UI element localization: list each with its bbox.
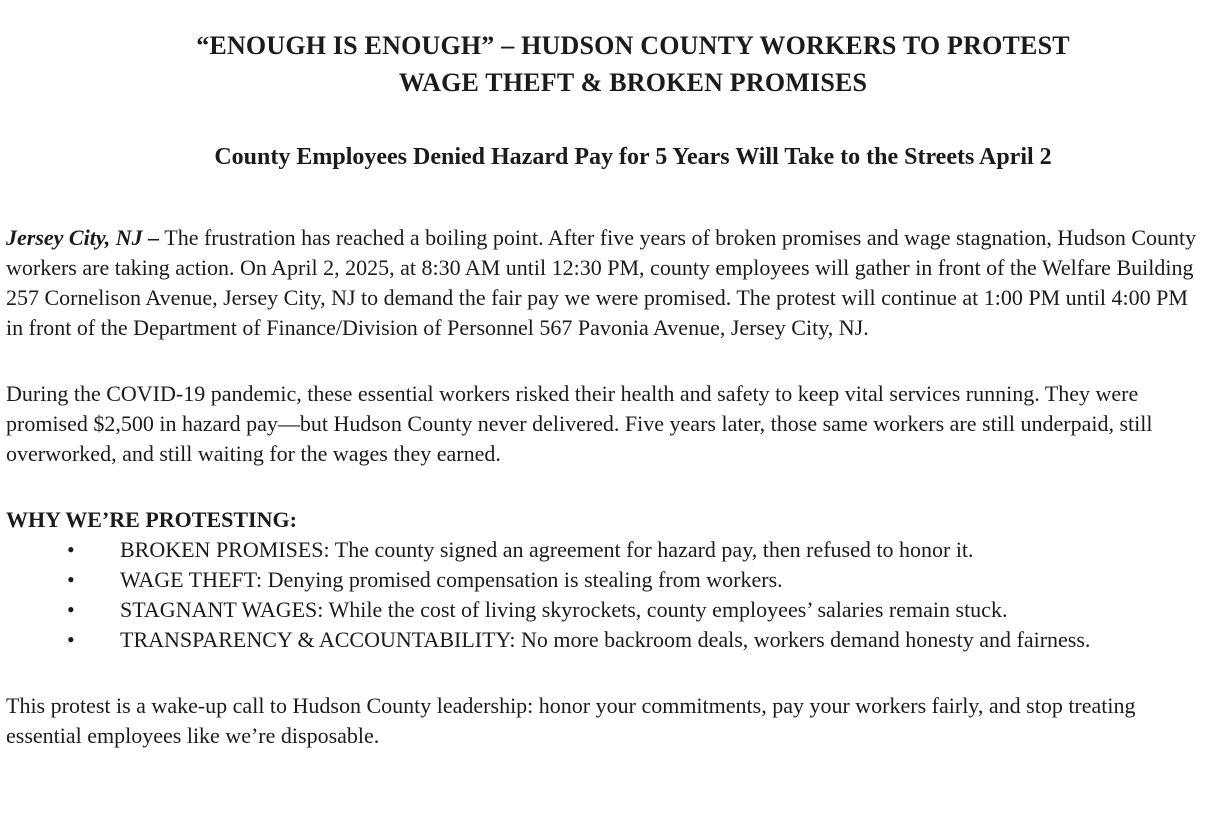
dateline: Jersey City, NJ – <box>6 225 160 250</box>
document-subtitle: County Employees Denied Hazard Pay for 5 Years Will Take to the Streets April 2 <box>214 144 1052 170</box>
protest-reasons-list <box>6 535 1208 655</box>
protest-reason-item: • WAGE THEFT: Denying promised compensation is stealing from workers. <box>6 565 1208 595</box>
title-line-2: WAGE THEFT & BROKEN PROMISES <box>398 68 868 97</box>
document-title <box>0 27 1216 101</box>
covid-paragraph: During the COVID-19 pandemic, these essential workers risked their health and safety to keep vital services running. They were promised $2,500 in hazard pay—but Hudson County never delivered. Five years later, those same workers are still underpaid, still overworked, and still waiting for the wages they earned. <box>6 381 1153 466</box>
title-line-1: “ENOUGH IS ENOUGH” – HUDSON COUNTY WORKERS TO PROTEST <box>196 31 1070 60</box>
closing-paragraph: This protest is a wake-up call to Hudson County leadership: honor your commitments, pay your workers fairly, and stop treating essential employees like we’re disposable. <box>6 693 1136 748</box>
intro-paragraph-text: The frustration has reached a boiling point. After five years of broken promises and wage stagnation, Hudson County workers are taking action. On April 2, 2025, at 8:30 AM until 12:30 PM, county employees will gather in front of the Welfare Building 257 Cornelison Avenue, Jersey City, NJ to demand the fair pay we were promised. The protest will continue at 1:00 PM until 4:00 PM in front of the Department of Finance/Division of Personnel 567 Pavonia Avenue, Jersey City, NJ. <box>6 225 1197 340</box>
protest-reasons-heading: WHY WE’RE PROTESTING: <box>6 507 297 532</box>
protest-reason-item: • BROKEN PROMISES: The county signed an agreement for hazard pay, then refused to honor it. <box>6 535 1208 565</box>
intro-paragraph <box>6 223 1208 343</box>
document-body <box>0 223 1216 751</box>
protest-reason-item: • TRANSPARENCY & ACCOUNTABILITY: No more backroom deals, workers demand honesty and fairness. <box>6 625 1208 655</box>
protest-reason-item: • STAGNANT WAGES: While the cost of living skyrockets, county employees’ salaries remain stuck. <box>6 595 1208 625</box>
